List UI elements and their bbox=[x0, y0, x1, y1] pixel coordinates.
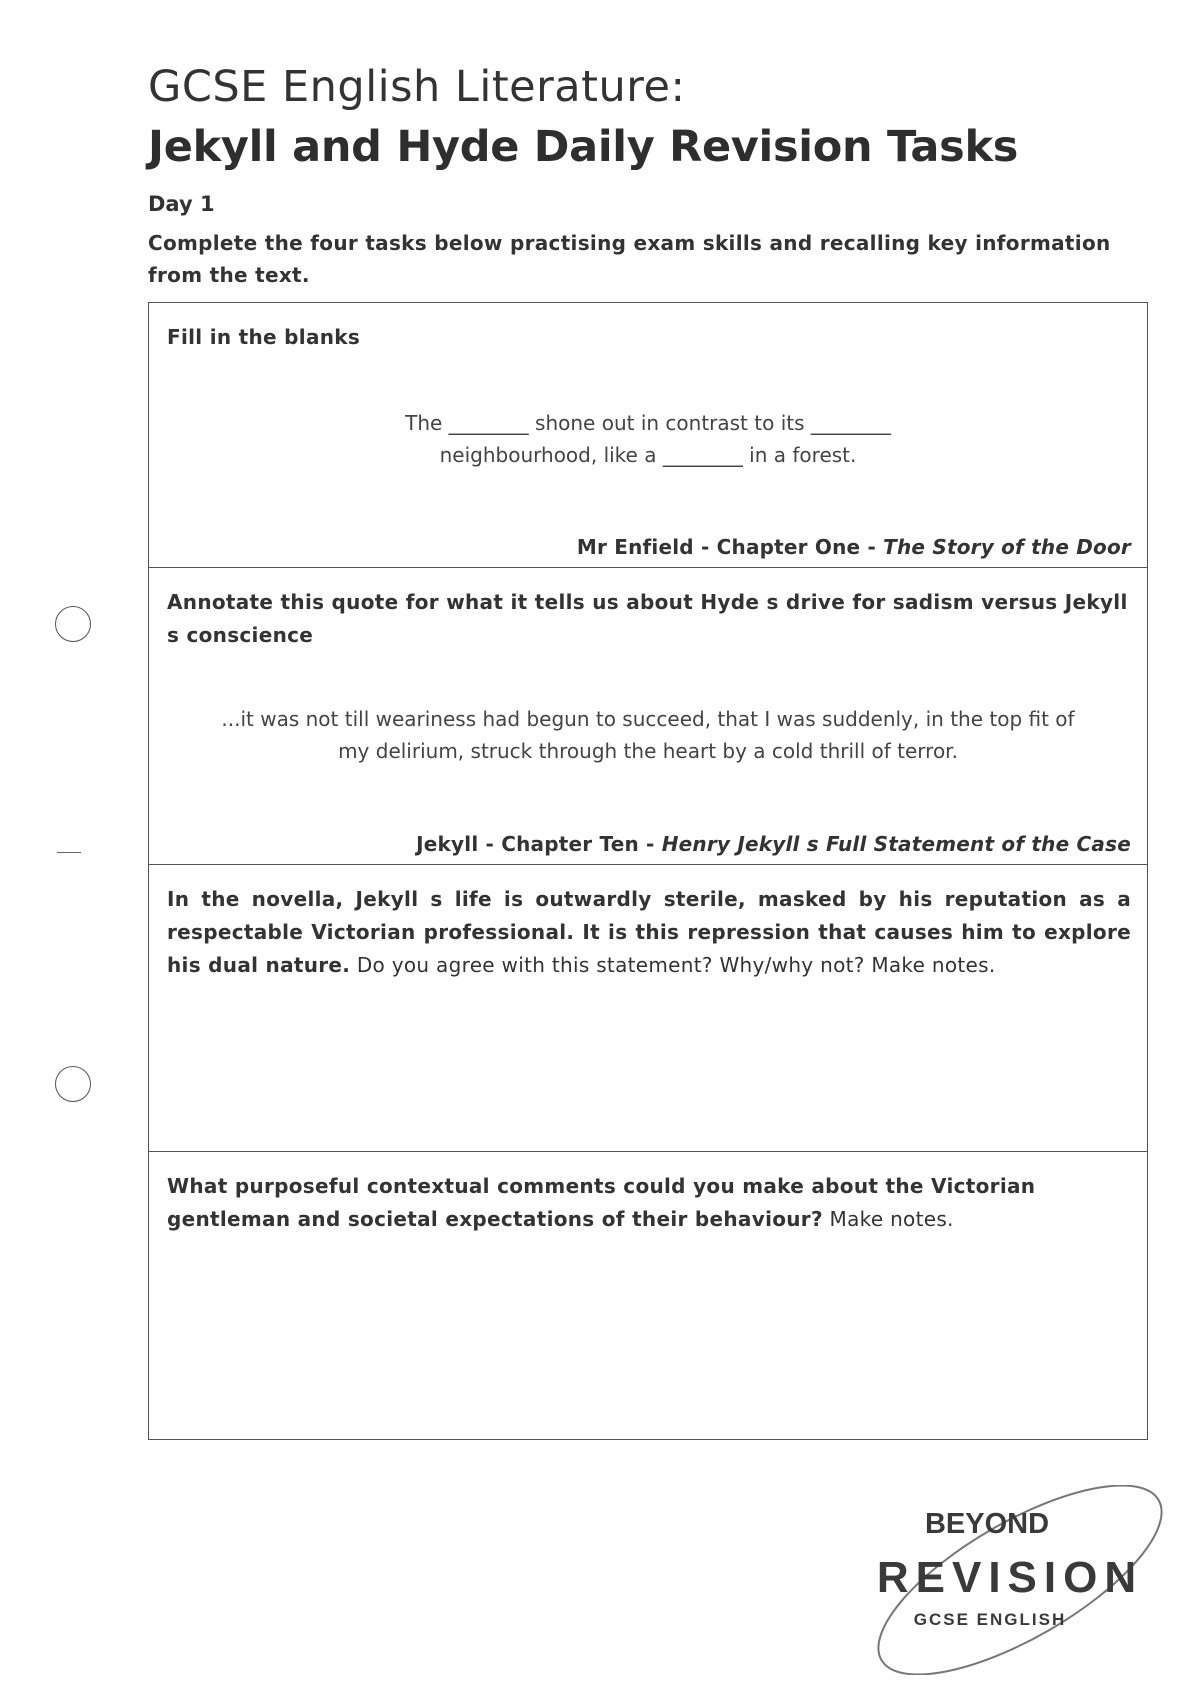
page-title-line1: GCSE English Literature: bbox=[148, 62, 686, 112]
day-label: Day 1 bbox=[148, 192, 215, 216]
task-statement-notes[interactable] bbox=[149, 865, 1147, 1152]
tasks-table bbox=[148, 302, 1148, 1440]
attribution-work: The Story of the Door bbox=[883, 535, 1131, 559]
quote-line: ...it was not till weariness had begun to succeed, that I was suddenly, in the top fit of bbox=[221, 707, 1075, 731]
intro-instructions: Complete the four tasks below practising exam skills and recalling key information from the text. bbox=[148, 231, 1111, 287]
task-fill-in-blanks[interactable] bbox=[149, 303, 1147, 568]
quote-line: my delirium, struck through the heart by a cold thrill of terror. bbox=[338, 739, 958, 763]
logo-line1: BEYOND bbox=[924, 1508, 1050, 1540]
punch-hole-bottom bbox=[55, 1066, 91, 1102]
fold-mark bbox=[57, 852, 81, 853]
quote-attribution bbox=[577, 535, 1131, 559]
task-heading: Fill in the blanks bbox=[167, 325, 361, 349]
quote-line: neighbourhood, like a ________ in a forest. bbox=[439, 443, 857, 467]
task-prompt: Do you agree with this statement? Why/why not? Make notes. bbox=[350, 953, 996, 977]
attribution-speaker: Mr Enfield - Chapter One - bbox=[576, 535, 884, 559]
task-question: What purposeful contextual comments could you make about the Victorian gentleman and societal expectations of their behaviour? bbox=[167, 1174, 1036, 1231]
task-annotate-quote[interactable] bbox=[149, 568, 1147, 865]
quote-attribution bbox=[416, 832, 1131, 856]
attribution-work: Henry Jekyll s Full Statement of the Case bbox=[661, 832, 1131, 856]
attribution-speaker: Jekyll - Chapter Ten - bbox=[416, 832, 662, 856]
logo-line2: REVISION bbox=[876, 1553, 1144, 1602]
task-heading bbox=[167, 883, 1131, 982]
logo-line3: GCSE ENGLISH bbox=[913, 1610, 1067, 1629]
task-statement: In the novella, Jekyll s life is outwardly sterile, masked by his reputation as a respectable Victorian professional. It is this repression that causes him to explore his dual nature. bbox=[167, 887, 1131, 977]
task-context-notes[interactable] bbox=[149, 1152, 1147, 1439]
quote bbox=[169, 703, 1127, 767]
task-heading: Annotate this quote for what it tells us about Hyde s drive for sadism versus Jekyll s conscience bbox=[167, 590, 1128, 647]
quote-line: The ________ shone out in contrast to its ________ bbox=[405, 411, 891, 435]
quote bbox=[169, 407, 1127, 471]
task-heading bbox=[167, 1170, 1131, 1236]
task-prompt: Make notes. bbox=[822, 1207, 954, 1231]
page-title-line2: Jekyll and Hyde Daily Revision Tasks bbox=[148, 122, 1019, 172]
punch-hole-top bbox=[55, 606, 91, 642]
beyond-revision-logo bbox=[865, 1485, 1165, 1675]
